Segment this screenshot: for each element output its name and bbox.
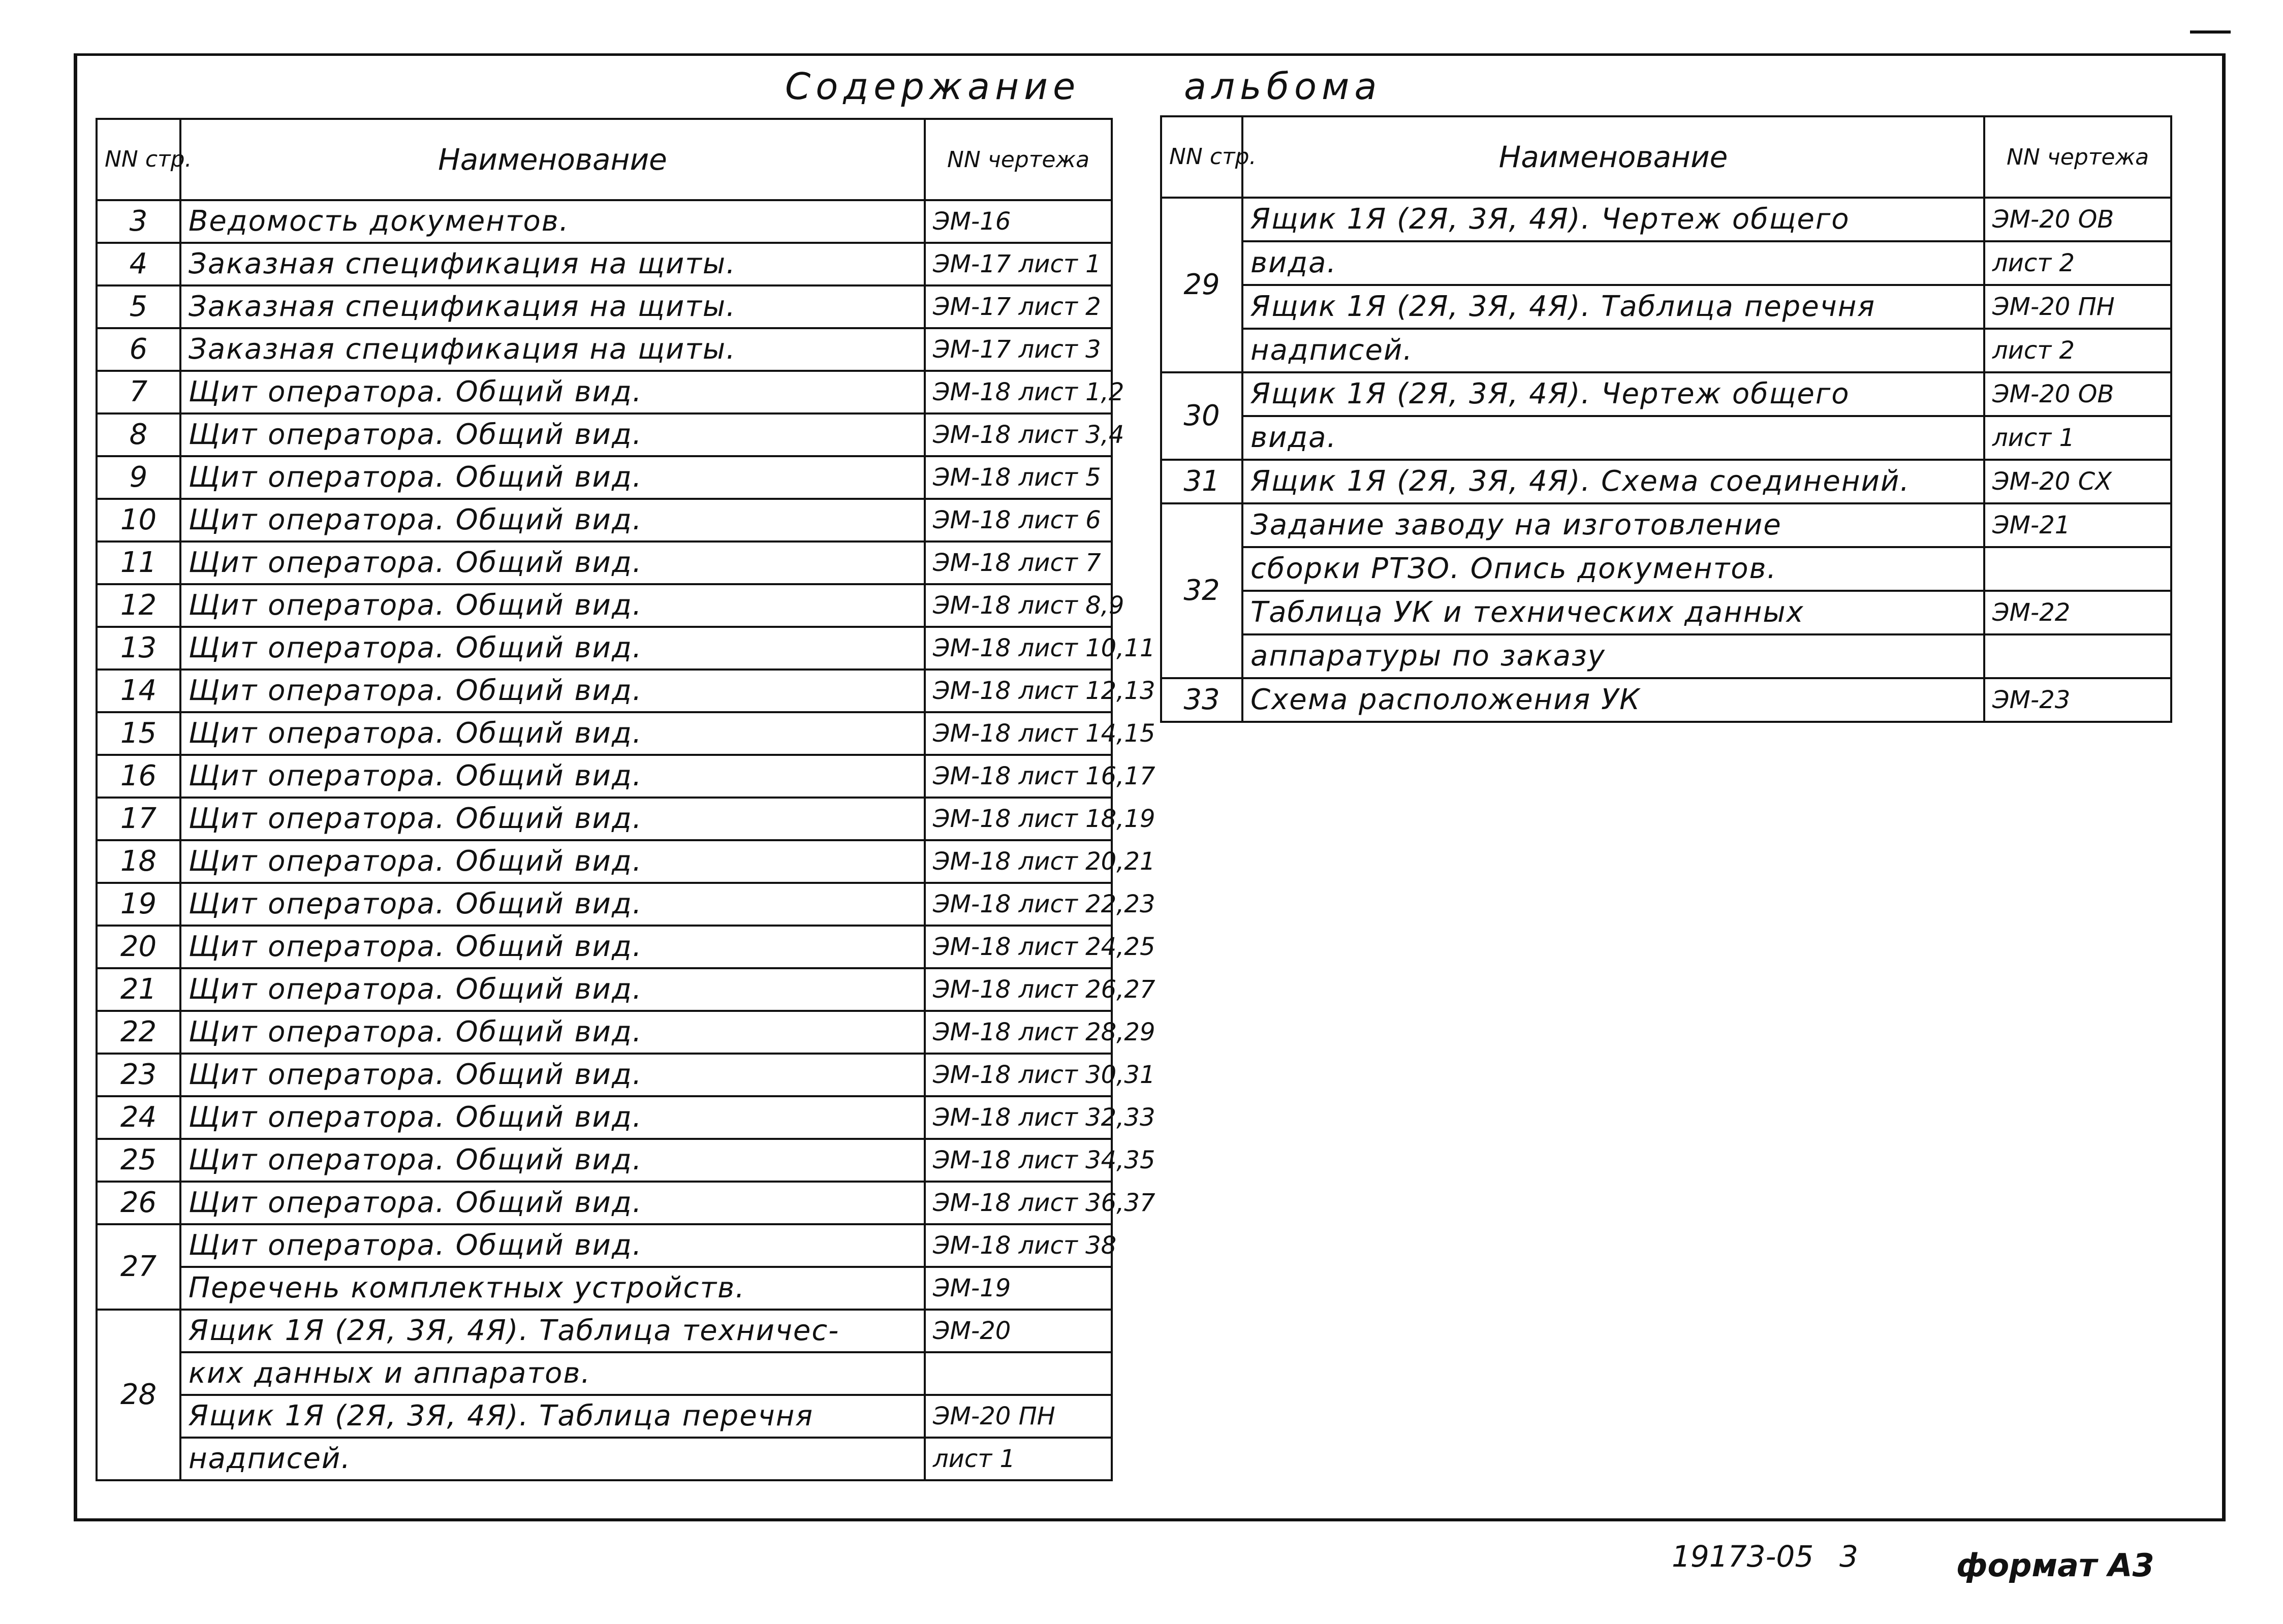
document-name-cell: надписей. (180, 1438, 925, 1480)
table-row (97, 1139, 1112, 1182)
table-row (97, 1438, 1112, 1480)
page-number-cell: 24 (97, 1096, 180, 1139)
header-name: Наименование (180, 119, 925, 200)
drawing-number-cell: ЭМ-23 (1984, 678, 2171, 722)
drawing-number-cell: ЭМ-18 лист 10,11 (925, 627, 1112, 670)
page-number-cell: 3 (97, 200, 180, 243)
page-number-cell: 9 (97, 456, 180, 499)
drawing-number-cell: лист 1 (925, 1438, 1112, 1480)
drawing-number-cell: ЭМ-18 лист 6 (925, 499, 1112, 542)
table-row (97, 456, 1112, 499)
header-page-num: NN стр. (1161, 116, 1242, 198)
drawing-number-cell (1984, 634, 2171, 678)
drawing-number-cell: ЭМ-20 ОВ (1984, 372, 2171, 416)
header-name: Наименование (1242, 116, 1984, 198)
table-row (97, 1395, 1112, 1438)
table-row (97, 968, 1112, 1011)
page-number-cell: 25 (97, 1139, 180, 1182)
document-name-cell: Щит оператора. Общий вид. (180, 1011, 925, 1054)
table-row (97, 243, 1112, 285)
corner-mark (2190, 30, 2231, 39)
page-number-cell: 22 (97, 1011, 180, 1054)
document-name-cell: Заказная спецификация на щиты. (180, 243, 925, 285)
table-row (97, 1310, 1112, 1352)
page-number-cell: 5 (97, 285, 180, 328)
table-row (97, 712, 1112, 755)
drawing-number-cell: ЭМ-18 лист 36,37 (925, 1182, 1112, 1224)
drawing-number-cell: лист 1 (1984, 416, 2171, 460)
document-name-cell: Щит оператора. Общий вид. (180, 627, 925, 670)
table-row (1161, 503, 2171, 547)
drawing-number-cell: ЭМ-18 лист 5 (925, 456, 1112, 499)
document-name-cell: Щит оператора. Общий вид. (180, 584, 925, 627)
document-name-cell: Ящик 1Я (2Я, 3Я, 4Я). Таблица техничес- (180, 1310, 925, 1352)
header-drawing-num: NN чертежа (925, 119, 1112, 200)
drawing-number-cell: ЭМ-20 ПН (1984, 285, 2171, 329)
table-row (1161, 372, 2171, 416)
drawing-number-cell: ЭМ-21 (1984, 503, 2171, 547)
document-name-cell: Ящик 1Я (2Я, 3Я, 4Я). Чертеж общего (1242, 372, 1984, 416)
document-name-cell: Ящик 1Я (2Я, 3Я, 4Я). Чертеж общего (1242, 198, 1984, 241)
document-name-cell: Таблица УК и технических данных (1242, 591, 1984, 634)
page-number-cell: 26 (97, 1182, 180, 1224)
table-row (1161, 329, 2171, 372)
document-name-cell: Щит оператора. Общий вид. (180, 840, 925, 883)
drawing-number-cell: ЭМ-22 (1984, 591, 2171, 634)
table-row (97, 413, 1112, 456)
document-name-cell: Щит оператора. Общий вид. (180, 968, 925, 1011)
document-name-cell: вида. (1242, 416, 1984, 460)
drawing-number-cell: ЭМ-18 лист 20,21 (925, 840, 1112, 883)
page-number-cell: 23 (97, 1054, 180, 1096)
table-row (97, 883, 1112, 926)
document-name-cell: Щит оператора. Общий вид. (180, 542, 925, 584)
page-number-cell: 32 (1161, 503, 1242, 678)
table-row (1161, 416, 2171, 460)
drawing-number-cell: ЭМ-18 лист 14,15 (925, 712, 1112, 755)
document-name-cell: Щит оператора. Общий вид. (180, 1224, 925, 1267)
document-name-cell: Щит оператора. Общий вид. (180, 1096, 925, 1139)
drawing-number-cell: ЭМ-17 лист 2 (925, 285, 1112, 328)
contents-table-left (96, 118, 1155, 1481)
page-number-cell: 21 (97, 968, 180, 1011)
drawing-number-cell: ЭМ-18 лист 18,19 (925, 798, 1112, 840)
header-page-num: NN стр. (97, 119, 180, 200)
drawing-number-cell: лист 2 (1984, 329, 2171, 372)
page-number-cell: 29 (1161, 198, 1242, 372)
document-name-cell: Заказная спецификация на щиты. (180, 328, 925, 371)
document-name-cell: Щит оператора. Общий вид. (180, 1054, 925, 1096)
document-name-cell: надписей. (1242, 329, 1984, 372)
table-row (1161, 460, 2171, 503)
table-row (97, 285, 1112, 328)
page-number-cell: 11 (97, 542, 180, 584)
drawing-number-cell: ЭМ-18 лист 1,2 (925, 371, 1112, 413)
table-row (1161, 678, 2171, 722)
drawing-number-cell: ЭМ-17 лист 1 (925, 243, 1112, 285)
album-title: Содержание (785, 65, 1081, 108)
table-row (97, 542, 1112, 584)
table-row (97, 1182, 1112, 1224)
table-row (97, 840, 1112, 883)
drawing-number-cell: ЭМ-18 лист 26,27 (925, 968, 1112, 1011)
document-name-cell: сборки РТЗО. Опись документов. (1242, 547, 1984, 591)
page-number-cell: 30 (1161, 372, 1242, 460)
page-number-cell: 14 (97, 670, 180, 712)
page-number-cell: 15 (97, 712, 180, 755)
document-name-cell: Щит оператора. Общий вид. (180, 712, 925, 755)
drawing-number-cell: ЭМ-18 лист 7 (925, 542, 1112, 584)
document-name-cell: Щит оператора. Общий вид. (180, 926, 925, 968)
album-title-right: альбома (1184, 65, 1382, 108)
document-name-cell: Щит оператора. Общий вид. (180, 371, 925, 413)
drawing-number-cell: ЭМ-18 лист 32,33 (925, 1096, 1112, 1139)
document-name-cell: Ящик 1Я (2Я, 3Я, 4Я). Схема соединений. (1242, 460, 1984, 503)
document-name-cell: Ящик 1Я (2Я, 3Я, 4Я). Таблица перечня (1242, 285, 1984, 329)
document-name-cell: Перечень комплектных устройств. (180, 1267, 925, 1310)
page-number-cell: 6 (97, 328, 180, 371)
drawing-number-cell (925, 1352, 1112, 1395)
table-row (1161, 547, 2171, 591)
drawing-number-cell: ЭМ-18 лист 8,9 (925, 584, 1112, 627)
page-number-cell: 28 (97, 1310, 180, 1480)
table-row (1161, 241, 2171, 285)
table-row (97, 328, 1112, 371)
table-row (97, 1224, 1112, 1267)
page-number-cell: 10 (97, 499, 180, 542)
drawing-number-cell: ЭМ-18 лист 16,17 (925, 755, 1112, 798)
page-number-cell: 33 (1161, 678, 1242, 722)
page-number-cell: 16 (97, 755, 180, 798)
page-number-cell: 18 (97, 840, 180, 883)
header-drawing-num: NN чертежа (1984, 116, 2171, 198)
table-row (97, 627, 1112, 670)
page-number-cell: 7 (97, 371, 180, 413)
page-number-cell: 17 (97, 798, 180, 840)
page-number-cell: 13 (97, 627, 180, 670)
drawing-number-cell: ЭМ-18 лист 12,13 (925, 670, 1112, 712)
document-name-cell: ких данных и аппаратов. (180, 1352, 925, 1395)
document-name-cell: Схема расположения УК (1242, 678, 1984, 722)
table-row (97, 1011, 1112, 1054)
drawing-number-cell: ЭМ-18 лист 38 (925, 1224, 1112, 1267)
drawing-number-cell: ЭМ-18 лист 22,23 (925, 883, 1112, 926)
document-name-cell: Щит оператора. Общий вид. (180, 670, 925, 712)
drawing-number-cell: ЭМ-20 ПН (925, 1395, 1112, 1438)
table-row (97, 755, 1112, 798)
drawing-number-cell: ЭМ-17 лист 3 (925, 328, 1112, 371)
table-row (1161, 198, 2171, 241)
drawing-number-cell: ЭМ-20 (925, 1310, 1112, 1352)
table-row (97, 1267, 1112, 1310)
table-row (97, 200, 1112, 243)
document-name-cell: Щит оператора. Общий вид. (180, 755, 925, 798)
document-code: 19173-05 (1672, 1539, 1814, 1574)
page-number-cell: 20 (97, 926, 180, 968)
page-number-cell: 8 (97, 413, 180, 456)
page-number-cell: 31 (1161, 460, 1242, 503)
table-row (97, 798, 1112, 840)
page-number-cell: 12 (97, 584, 180, 627)
drawing-number-cell: ЭМ-18 лист 34,35 (925, 1139, 1112, 1182)
table-row (97, 584, 1112, 627)
drawing-number-cell: ЭМ-18 лист 3,4 (925, 413, 1112, 456)
drawing-number-cell: лист 2 (1984, 241, 2171, 285)
table-row (97, 1096, 1112, 1139)
document-name-cell: Задание заводу на изготовление (1242, 503, 1984, 547)
drawing-number-cell: ЭМ-20 ОВ (1984, 198, 2171, 241)
table-row (97, 1352, 1112, 1395)
document-name-cell: Ведомость документов. (180, 200, 925, 243)
drawing-number-cell: ЭМ-16 (925, 200, 1112, 243)
document-name-cell: Щит оператора. Общий вид. (180, 1182, 925, 1224)
sheet-format: формат А3 (1956, 1547, 2154, 1584)
document-name-cell: Ящик 1Я (2Я, 3Я, 4Я). Таблица перечня (180, 1395, 925, 1438)
document-name-cell: Щит оператора. Общий вид. (180, 413, 925, 456)
document-name-cell: Заказная спецификация на щиты. (180, 285, 925, 328)
table-row (1161, 591, 2171, 634)
table-row (1161, 634, 2171, 678)
document-name-cell: вида. (1242, 241, 1984, 285)
table-row (1161, 285, 2171, 329)
document-name-cell: Щит оператора. Общий вид. (180, 1139, 925, 1182)
document-name-cell: Щит оператора. Общий вид. (180, 456, 925, 499)
contents-table-right (1160, 115, 2172, 723)
table-row (97, 1054, 1112, 1096)
drawing-number-cell (1984, 547, 2171, 591)
drawing-number-cell: ЭМ-20 СХ (1984, 460, 2171, 503)
page-number-cell: 19 (97, 883, 180, 926)
drawing-number-cell: ЭМ-18 лист 30,31 (925, 1054, 1112, 1096)
table-row (97, 926, 1112, 968)
drawing-number-cell: ЭМ-18 лист 28,29 (925, 1011, 1112, 1054)
page-number-cell: 27 (97, 1224, 180, 1310)
document-name-cell: Щит оператора. Общий вид. (180, 499, 925, 542)
drawing-number-cell: ЭМ-18 лист 24,25 (925, 926, 1112, 968)
document-name-cell: Щит оператора. Общий вид. (180, 883, 925, 926)
table-row (97, 670, 1112, 712)
page-number: 3 (1839, 1539, 1858, 1574)
document-name-cell: Щит оператора. Общий вид. (180, 798, 925, 840)
document-name-cell: аппаратуры по заказу (1242, 634, 1984, 678)
table-row (97, 499, 1112, 542)
table-row (97, 371, 1112, 413)
page-number-cell: 4 (97, 243, 180, 285)
drawing-number-cell: ЭМ-19 (925, 1267, 1112, 1310)
